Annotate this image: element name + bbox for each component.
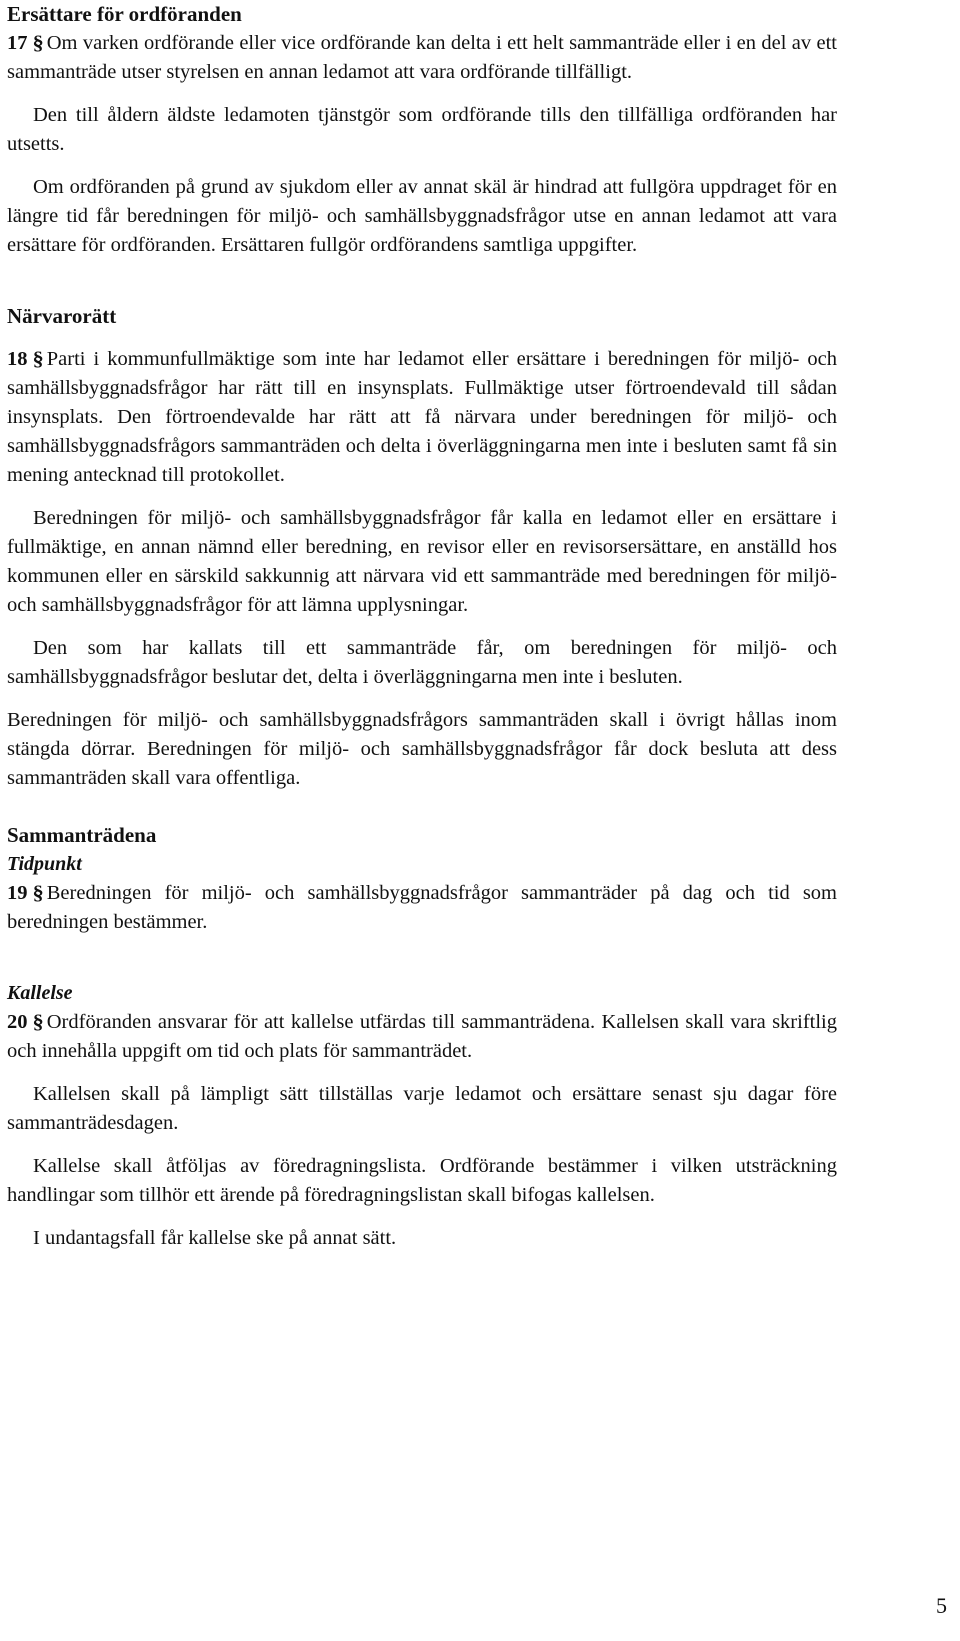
paragraph: Kallelse skall åtföljas av föredragningslista. Ordförande bestämmer i vilken utsträckning handlingar som tillhör ett ärende på föredragningslistan skall bifogas kallelsen. xyxy=(7,1155,837,1206)
section-sign-icon: § xyxy=(31,348,44,370)
paragraph: Den som har kallats till ett sammanträde får, om beredningen för miljö- och samhällsbyggnadsfrågor beslutar det, delta i överläggningarna men inte i besluten. xyxy=(7,637,837,688)
section-sign-icon: § xyxy=(31,882,44,904)
paragraph-17 xyxy=(7,29,837,87)
paragraph-text: Beredningen för miljö- och samhällsbyggnadsfrågor sammanträder på dag och tid som beredningen bestämmer. xyxy=(7,882,837,933)
paragraph-19 xyxy=(7,879,837,937)
heading-sammantradena: Sammanträdena xyxy=(7,823,157,847)
paragraph: Beredningen för miljö- och samhällsbyggnadsfrågors sammanträden skall i övrigt hållas inom stängda dörrar. Beredningen för miljö- och samhällsbyggnadsfrågor får dock besluta att dess sammanträden skall vara offentliga. xyxy=(7,709,837,789)
paragraph: Den till åldern äldste ledamoten tjänstgör som ordförande tills den tillfälliga ordföranden har utsetts. xyxy=(7,104,837,155)
paragraph-text: Om varken ordförande eller vice ordförande kan delta i ett helt sammanträde eller i en del av ett sammanträde utser styrelsen en annan ledamot att vara ordförande tillfälligt. xyxy=(7,32,837,83)
paragraph-text: Ordföranden ansvarar för att kallelse utfärdas till sammanträdena. Kallelsen skall vara skriftlig och innehålla uppgift om tid och plats för sammanträdet. xyxy=(7,1011,837,1062)
paragraph: Kallelsen skall på lämpligt sätt tillställas varje ledamot och ersättare senast sju dagar före sammanträdesdagen. xyxy=(7,1083,837,1134)
paragraph: Om ordföranden på grund av sjukdom eller av annat skäl är hindrad att fullgöra uppdraget för en längre tid får beredningen för miljö- och samhällsbyggnadsfrågor utse en annan ledamot att vara ersättare för ordföranden. Ersättaren fullgör ordförandens samtliga uppgifter. xyxy=(7,176,837,256)
paragraph: Beredningen för miljö- och samhällsbyggnadsfrågor får kalla en ledamot eller en ersättare i fullmäktige, en annan nämnd eller beredning, en revisor eller en revisorsersättare, en anställd hos kommunen eller en särskild sakkunnig att närvara vid ett sammanträde med beredningen för miljö- och samhällsbyggnadsfrågor för att lämna upplysningar. xyxy=(7,507,837,616)
paragraph-18 xyxy=(7,345,837,490)
paragraph-text: Parti i kommunfullmäktige som inte har ledamot eller ersättare i beredningen för miljö- och samhällsbyggnadsfrågor har rätt till en insynsplats. Fullmäktige utser förtroendevald till sådan insynsplats. Den förtroendevalde har rätt att få närvara under beredningen för miljö- och samhällsbyggnadsfrågors sammanträden och delta i överläggningarna men inte i besluten samt få sin mening antecknad till protokollet. xyxy=(7,348,837,486)
heading-narvaroratt: Närvarorätt xyxy=(7,304,117,328)
page-number: 5 xyxy=(936,1593,947,1618)
paragraph-20 xyxy=(7,1008,837,1066)
paragraph-number: 20 xyxy=(7,1011,28,1033)
paragraph-number: 19 xyxy=(7,882,28,904)
subheading-tidpunkt: Tidpunkt xyxy=(7,853,82,875)
paragraph-number: 17 xyxy=(7,32,28,54)
subheading-kallelse: Kallelse xyxy=(7,982,73,1004)
section-sign-icon: § xyxy=(31,1011,44,1033)
section-sign-icon: § xyxy=(31,32,44,54)
heading-ersattare: Ersättare för ordföranden xyxy=(7,2,242,26)
document-page xyxy=(7,0,837,1253)
paragraph: I undantagsfall får kallelse ske på annat sätt. xyxy=(33,1227,397,1249)
paragraph-number: 18 xyxy=(7,348,28,370)
